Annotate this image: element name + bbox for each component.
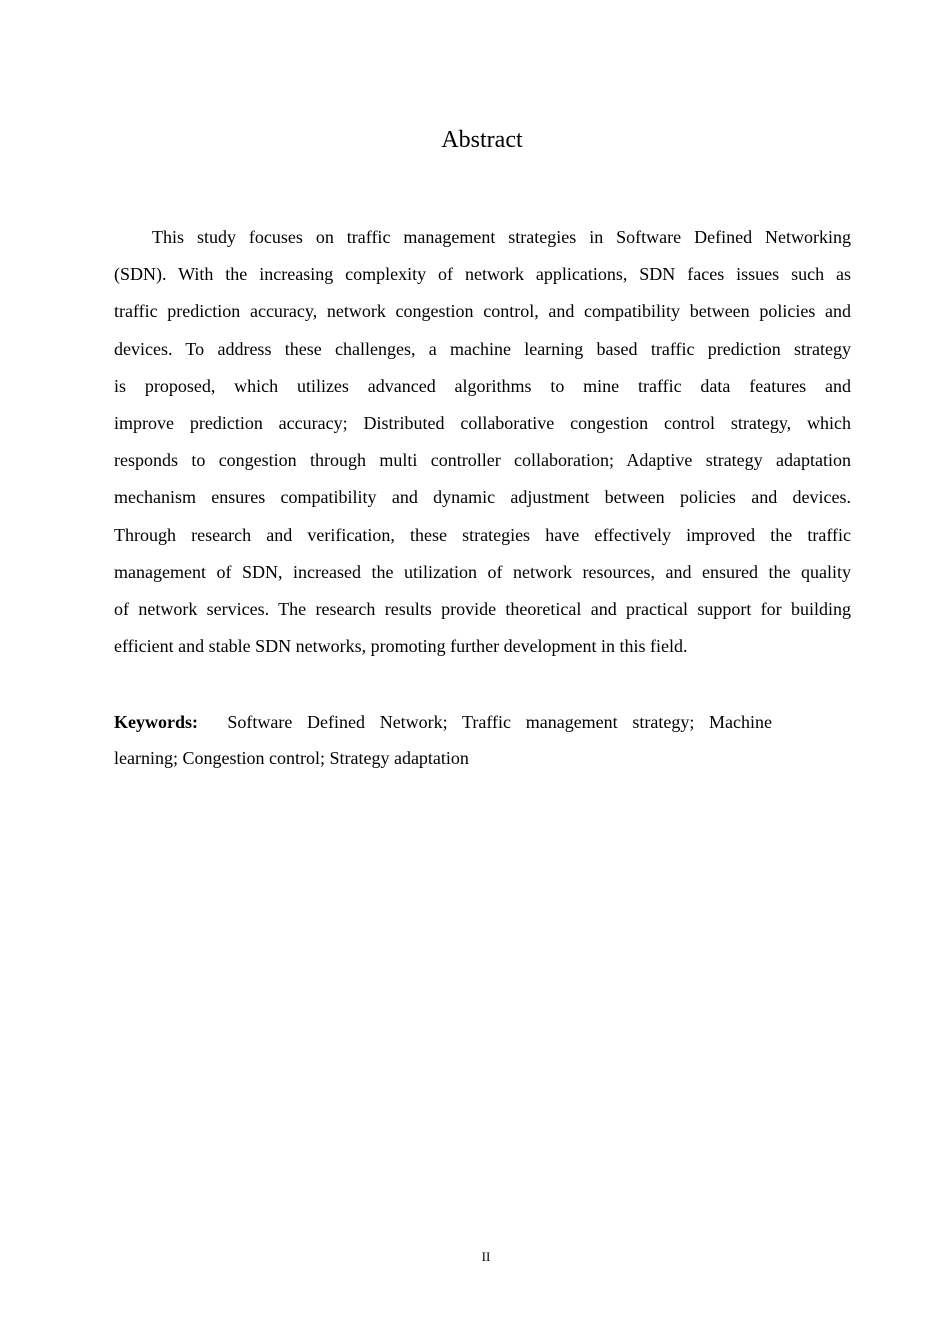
abstract-line: devices. To address these challenges, a machine learning based traffic prediction strategy [114,338,851,359]
abstract-line: of network services. The research results provide theoretical and practical support for building [114,598,851,619]
abstract-line: (SDN). With the increasing complexity of network applications, SDN faces issues such as [114,264,851,285]
abstract-line: is proposed, which utilizes advanced algorithms to mine traffic data features and [114,375,851,396]
abstract-line: responds to congestion through multi controller collaboration; Adaptive strategy adaptation [114,450,851,471]
keywords-line: learning; Congestion control; Strategy adaptation [114,748,469,768]
abstract-line: improve prediction accuracy; Distributed collaborative congestion control strategy, which [114,412,851,433]
page-number: II [481,1249,491,1264]
abstract-paragraph [114,222,851,668]
abstract-heading: Abstract [441,127,523,153]
keywords-text: Software Defined Network; Traffic management strategy; Machine [227,712,772,732]
abstract-line: mechanism ensures compatibility and dynamic adjustment between policies and devices. [114,487,851,508]
abstract-line: This study focuses on traffic management strategies in Software Defined Networking [152,227,851,247]
abstract-line: traffic prediction accuracy, network congestion control, and compatibility between policies and [114,301,851,322]
keywords-section [114,707,772,779]
keywords-line [114,707,772,743]
keywords-label: Keywords: [114,712,198,732]
abstract-line: Through research and verification, these strategies have effectively improved the traffic [114,524,851,545]
abstract-line: efficient and stable SDN networks, promoting further development in this field. [114,636,688,657]
abstract-line: management of SDN, increased the utilization of network resources, and ensured the quality [114,561,851,582]
